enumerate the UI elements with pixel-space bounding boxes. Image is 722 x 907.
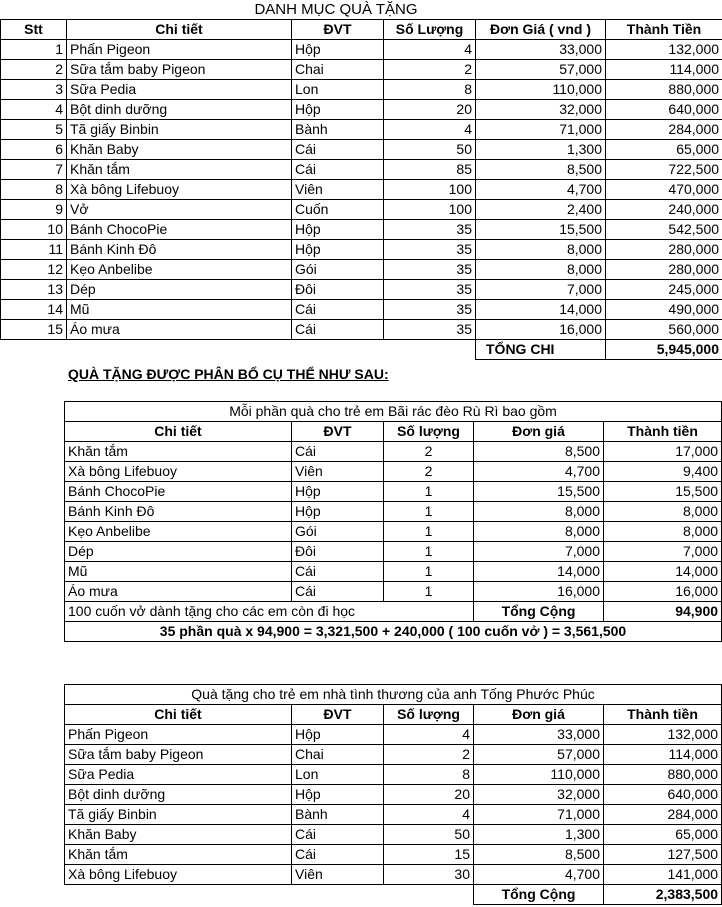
gift2-row — [65, 825, 722, 845]
table-cell: 7,000 — [474, 542, 604, 562]
catalog-row — [1, 300, 722, 320]
column-header: Chi tiết — [67, 20, 292, 40]
table-cell: Cái — [292, 320, 384, 340]
allocation-subtitle: QUÀ TẶNG ĐƯỢC PHÂN BỔ CỤ THỂ NHƯ SAU: — [68, 366, 389, 382]
table-cell: Hộp — [292, 725, 384, 745]
table-cell: Xà bông Lifebuoy — [67, 180, 292, 200]
column-header: ĐVT — [292, 705, 384, 725]
table-cell: 100 — [384, 180, 476, 200]
catalog-row — [1, 200, 722, 220]
catalog-total-value: 5,945,000 — [606, 340, 722, 360]
catalog-row — [1, 100, 722, 120]
table-cell: Sữa Pedia — [65, 765, 292, 785]
table-cell: 4 — [384, 805, 474, 825]
table-cell: Hộp — [292, 220, 384, 240]
gift1-row — [65, 502, 722, 522]
table-cell: 2 — [1, 60, 67, 80]
table-cell: 15 — [1, 320, 67, 340]
table-cell: 57,000 — [476, 60, 606, 80]
column-header: Đơn giá — [474, 705, 604, 725]
catalog-row — [1, 180, 722, 200]
table-cell: 141,000 — [604, 865, 722, 885]
table-cell: 1,300 — [474, 825, 604, 845]
gift2-total-row — [65, 885, 722, 905]
table-cell: 15,500 — [604, 482, 722, 502]
catalog-header-row — [1, 20, 722, 40]
table-cell: 1 — [384, 582, 474, 602]
table-cell: 11 — [1, 240, 67, 260]
table-cell: 14,000 — [474, 562, 604, 582]
catalog-row — [1, 140, 722, 160]
table-cell: Bột dinh dưỡng — [65, 785, 292, 805]
table-cell: Lon — [292, 765, 384, 785]
catalog-row — [1, 120, 722, 140]
table-cell: 1 — [384, 562, 474, 582]
table-cell: 20 — [384, 100, 476, 120]
table-cell: 16,000 — [476, 320, 606, 340]
gift2-row — [65, 785, 722, 805]
table-cell: 8 — [384, 765, 474, 785]
table-cell: 1 — [384, 482, 474, 502]
table-cell: Gói — [292, 522, 384, 542]
table-cell: Hộp — [292, 100, 384, 120]
catalog-row — [1, 320, 722, 340]
table-cell: 110,000 — [476, 80, 606, 100]
table-cell: Tã giấy Binbin — [65, 805, 292, 825]
gift1-header-row — [65, 422, 722, 442]
table-cell: 8,500 — [474, 442, 604, 462]
table-cell: 284,000 — [606, 120, 722, 140]
table-cell: 2 — [384, 60, 476, 80]
table-cell: 14 — [1, 300, 67, 320]
table-cell: 8,000 — [476, 240, 606, 260]
table-cell: 15,500 — [476, 220, 606, 240]
gift2-table — [64, 684, 722, 905]
table-cell: 8,500 — [474, 845, 604, 865]
gift1-total-row — [65, 602, 722, 622]
gift1-row — [65, 582, 722, 602]
table-cell: 560,000 — [606, 320, 722, 340]
column-header: Thành tiền — [604, 422, 722, 442]
table-cell: Đôi — [292, 542, 384, 562]
gift2-row — [65, 865, 722, 885]
table-cell: 33,000 — [474, 725, 604, 745]
gift2-total-label: Tổng Cộng — [474, 885, 604, 905]
table-cell: Bánh ChocoPie — [67, 220, 292, 240]
table-cell: Hộp — [292, 482, 384, 502]
table-cell: 4 — [384, 725, 474, 745]
table-cell: 3 — [1, 80, 67, 100]
catalog-row — [1, 60, 722, 80]
table-cell: 2 — [384, 745, 474, 765]
table-cell: 1 — [384, 542, 474, 562]
table-cell: Cái — [292, 300, 384, 320]
table-cell: 640,000 — [606, 100, 722, 120]
table-cell: 1 — [384, 502, 474, 522]
table-cell: Cái — [292, 845, 384, 865]
table-cell: 132,000 — [604, 725, 722, 745]
table-cell: 16,000 — [604, 582, 722, 602]
table-cell: 2,400 — [476, 200, 606, 220]
table-cell: 35 — [384, 220, 476, 240]
table-cell: 33,000 — [476, 40, 606, 60]
column-header: Thành Tiền — [606, 20, 722, 40]
column-header: Thành tiền — [604, 705, 722, 725]
column-header: Chi tiết — [65, 705, 292, 725]
table-cell: Bánh Kinh Đô — [67, 240, 292, 260]
table-cell: 15 — [384, 845, 474, 865]
catalog-row — [1, 80, 722, 100]
column-header: Chi tiết — [65, 422, 292, 442]
table-cell: Bột dinh dưỡng — [67, 100, 292, 120]
table-cell: Sữa tắm baby Pigeon — [65, 745, 292, 765]
table-cell: 1 — [384, 522, 474, 542]
gift1-row — [65, 482, 722, 502]
gift2-header-row — [65, 705, 722, 725]
table-cell: 284,000 — [604, 805, 722, 825]
table-cell: Gói — [292, 260, 384, 280]
table-cell: 8 — [1, 180, 67, 200]
table-cell: Khăn Baby — [65, 825, 292, 845]
table-cell: Tã giấy Binbin — [67, 120, 292, 140]
table-cell: 2 — [384, 442, 474, 462]
table-cell: 85 — [384, 160, 476, 180]
catalog-row — [1, 160, 722, 180]
table-cell: Mũ — [67, 300, 292, 320]
column-header: Đơn Giá ( vnd ) — [476, 20, 606, 40]
table-cell: Bành — [292, 805, 384, 825]
table-cell: Chai — [292, 60, 384, 80]
table-cell: 1,300 — [476, 140, 606, 160]
gift1-formula: 35 phần quà x 94,900 = 3,321,500 + 240,000 ( 100 cuốn vở ) = 3,561,500 — [65, 622, 722, 642]
table-cell: 4,700 — [476, 180, 606, 200]
table-cell: Viên — [292, 462, 384, 482]
table-cell: 50 — [384, 140, 476, 160]
catalog-row — [1, 260, 722, 280]
table-cell: Bánh Kinh Đô — [65, 502, 292, 522]
table-cell: 245,000 — [606, 280, 722, 300]
table-cell: 1 — [1, 40, 67, 60]
catalog-table — [0, 0, 722, 360]
catalog-title: DANH MỤC QUÀ TẶNG — [254, 1, 418, 18]
table-cell: Cái — [292, 140, 384, 160]
column-header: Đơn giá — [474, 422, 604, 442]
table-cell: Mũ — [65, 562, 292, 582]
table-cell: 13 — [1, 280, 67, 300]
column-header: Số Lượng — [384, 20, 476, 40]
table-cell: 32,000 — [476, 100, 606, 120]
column-header: Stt — [1, 20, 67, 40]
table-cell: 127,500 — [604, 845, 722, 865]
table-cell: 50 — [384, 825, 474, 845]
gift1-row — [65, 442, 722, 462]
table-cell: 12 — [1, 260, 67, 280]
table-cell: 5 — [1, 120, 67, 140]
table-cell: Phấn Pigeon — [65, 725, 292, 745]
table-cell: Sữa tắm baby Pigeon — [67, 60, 292, 80]
catalog-row — [1, 40, 722, 60]
table-cell: Áo mưa — [65, 582, 292, 602]
column-header: ĐVT — [292, 422, 384, 442]
gift1-note: 100 cuốn vở dành tặng cho các em còn đi học — [65, 602, 474, 622]
table-cell: 132,000 — [606, 40, 722, 60]
table-cell: Khăn tắm — [67, 160, 292, 180]
table-cell: 114,000 — [606, 60, 722, 80]
table-cell: 35 — [384, 300, 476, 320]
table-cell: 7,000 — [604, 542, 722, 562]
table-cell: Xà bông Lifebuoy — [65, 865, 292, 885]
catalog-row — [1, 220, 722, 240]
table-cell: 490,000 — [606, 300, 722, 320]
table-cell: Cuốn — [292, 200, 384, 220]
table-cell: 71,000 — [476, 120, 606, 140]
gift1-row — [65, 562, 722, 582]
table-cell: Đôi — [292, 280, 384, 300]
gift1-total-label: Tổng Cộng — [474, 602, 604, 622]
table-cell: Cái — [292, 582, 384, 602]
table-cell: 280,000 — [606, 240, 722, 260]
table-cell: 20 — [384, 785, 474, 805]
gift1-row — [65, 522, 722, 542]
table-cell: Viên — [292, 865, 384, 885]
table-cell: Vở — [67, 200, 292, 220]
gift1-row — [65, 542, 722, 562]
gift2-row — [65, 845, 722, 865]
table-cell: 4 — [1, 100, 67, 120]
table-cell: 280,000 — [606, 260, 722, 280]
table-cell: Dép — [65, 542, 292, 562]
table-cell: 71,000 — [474, 805, 604, 825]
table-cell: 65,000 — [604, 825, 722, 845]
gift2-row — [65, 745, 722, 765]
table-cell: 10 — [1, 220, 67, 240]
gift2-total-value: 2,383,500 — [604, 885, 722, 905]
table-cell: 35 — [384, 240, 476, 260]
table-cell: Bánh ChocoPie — [65, 482, 292, 502]
table-cell: 114,000 — [604, 745, 722, 765]
table-cell: 8,500 — [476, 160, 606, 180]
table-cell: 57,000 — [474, 745, 604, 765]
catalog-row — [1, 280, 722, 300]
table-cell: 8,000 — [474, 502, 604, 522]
table-cell: 14,000 — [604, 562, 722, 582]
column-header: Số lượng — [384, 422, 474, 442]
table-cell: Cái — [292, 825, 384, 845]
table-cell: 65,000 — [606, 140, 722, 160]
table-cell: Kẹo Anbelibe — [67, 260, 292, 280]
table-cell: Cái — [292, 442, 384, 462]
table-cell: Khăn tắm — [65, 442, 292, 462]
table-cell: 6 — [1, 140, 67, 160]
table-cell: Phấn Pigeon — [67, 40, 292, 60]
table-cell: 110,000 — [474, 765, 604, 785]
catalog-row — [1, 240, 722, 260]
table-cell: 9 — [1, 200, 67, 220]
table-cell: 542,500 — [606, 220, 722, 240]
table-cell: Kẹo Anbelibe — [65, 522, 292, 542]
column-header: Số lượng — [384, 705, 474, 725]
gift2-row — [65, 765, 722, 785]
column-header: ĐVT — [292, 20, 384, 40]
table-cell: 35 — [384, 260, 476, 280]
table-cell: 8,000 — [604, 502, 722, 522]
table-cell: 7,000 — [476, 280, 606, 300]
table-cell: 35 — [384, 320, 476, 340]
table-cell: Lon — [292, 80, 384, 100]
table-cell: Bành — [292, 120, 384, 140]
table-cell: 7 — [1, 160, 67, 180]
table-cell: Hộp — [292, 40, 384, 60]
catalog-total-row — [1, 340, 722, 360]
table-cell: Khăn Baby — [67, 140, 292, 160]
table-cell: 17,000 — [604, 442, 722, 462]
table-cell: 8 — [384, 80, 476, 100]
gift1-title: Mỗi phần quà cho trẻ em Bãi rác đèo Rù Rì bao gồm — [65, 402, 722, 422]
table-cell: 100 — [384, 200, 476, 220]
table-cell: Dép — [67, 280, 292, 300]
table-cell: Hộp — [292, 240, 384, 260]
table-cell: Áo mưa — [67, 320, 292, 340]
table-cell: 880,000 — [604, 765, 722, 785]
table-cell: 722,500 — [606, 160, 722, 180]
table-cell: 8,000 — [604, 522, 722, 542]
table-cell: 15,500 — [474, 482, 604, 502]
table-cell: Cái — [292, 562, 384, 582]
gift1-table — [64, 401, 722, 642]
table-cell: 30 — [384, 865, 474, 885]
table-cell: Hộp — [292, 785, 384, 805]
gift1-total-value: 94,900 — [604, 602, 722, 622]
table-cell: Xà bông Lifebuoy — [65, 462, 292, 482]
table-cell: Sữa Pedia — [67, 80, 292, 100]
gift2-row — [65, 725, 722, 745]
catalog-total-label: TỔNG CHI — [476, 340, 606, 360]
table-cell: 4,700 — [474, 462, 604, 482]
gift2-title: Quà tặng cho trẻ em nhà tình thương của anh Tống Phước Phúc — [65, 685, 722, 705]
table-cell: 4,700 — [474, 865, 604, 885]
table-cell: Viên — [292, 180, 384, 200]
table-cell: 640,000 — [604, 785, 722, 805]
table-cell: 9,400 — [604, 462, 722, 482]
table-cell: 880,000 — [606, 80, 722, 100]
gift1-row — [65, 462, 722, 482]
table-cell: 470,000 — [606, 180, 722, 200]
table-cell: 14,000 — [476, 300, 606, 320]
table-cell: 35 — [384, 280, 476, 300]
table-cell: 8,000 — [474, 522, 604, 542]
table-cell: Khăn tắm — [65, 845, 292, 865]
table-cell: Hộp — [292, 502, 384, 522]
table-cell: Chai — [292, 745, 384, 765]
table-cell: 4 — [384, 40, 476, 60]
table-cell: 32,000 — [474, 785, 604, 805]
table-cell: 4 — [384, 120, 476, 140]
table-cell: 8,000 — [476, 260, 606, 280]
table-cell: Cái — [292, 160, 384, 180]
table-cell: 240,000 — [606, 200, 722, 220]
table-cell: 16,000 — [474, 582, 604, 602]
table-cell: 2 — [384, 462, 474, 482]
gift2-row — [65, 805, 722, 825]
